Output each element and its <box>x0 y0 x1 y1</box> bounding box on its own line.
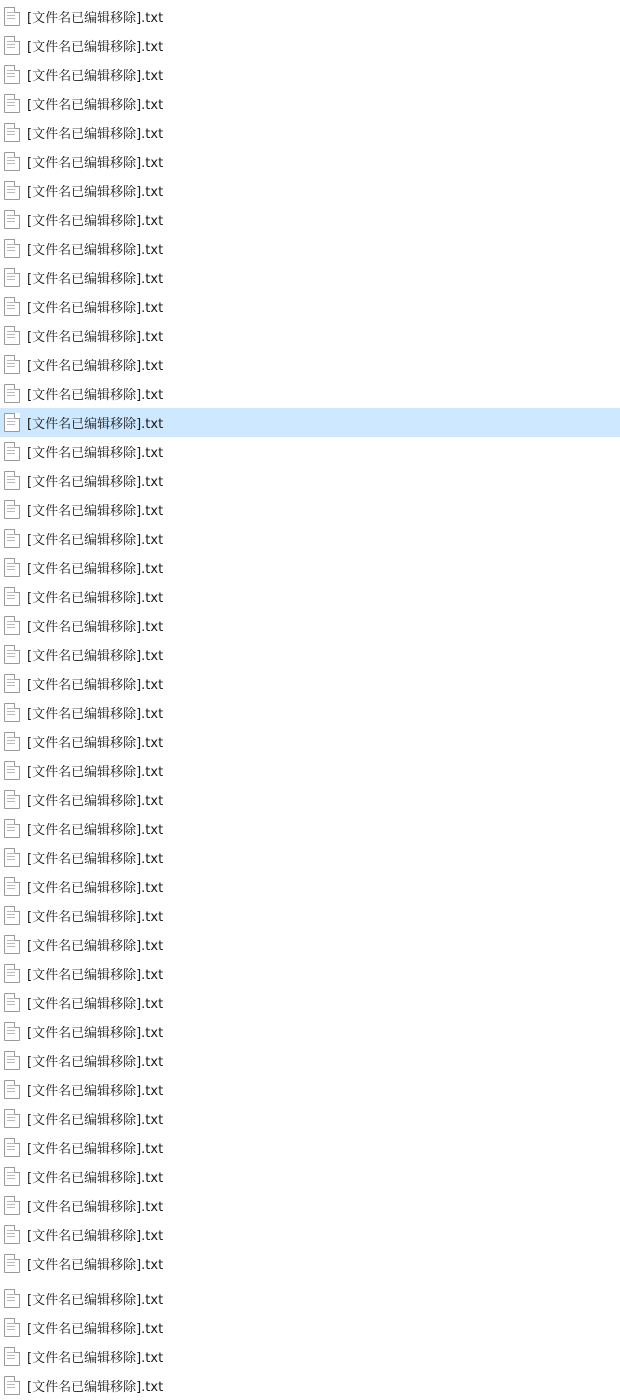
document-icon <box>4 732 20 751</box>
document-icon <box>4 239 20 258</box>
file-row[interactable] <box>0 379 620 408</box>
document-icon <box>4 94 20 113</box>
document-icon <box>4 558 20 577</box>
file-name-label: [文件名已编辑移除].txt <box>27 823 164 838</box>
document-icon <box>4 906 20 925</box>
file-row[interactable] <box>0 1017 620 1046</box>
file-name-label: [文件名已编辑移除].txt <box>27 968 164 983</box>
document-icon <box>4 297 20 316</box>
file-name-label: [文件名已编辑移除].txt <box>27 939 164 954</box>
document-icon <box>4 326 20 345</box>
document-icon <box>4 819 20 838</box>
file-row[interactable] <box>0 988 620 1017</box>
file-row[interactable] <box>0 1342 620 1371</box>
document-icon <box>4 1347 20 1366</box>
document-icon <box>4 384 20 403</box>
file-row[interactable] <box>0 1046 620 1075</box>
file-row[interactable] <box>0 727 620 756</box>
file-row[interactable] <box>0 118 620 147</box>
document-icon <box>4 413 20 432</box>
file-name-label: [文件名已编辑移除].txt <box>27 533 164 548</box>
file-name-label: [文件名已编辑移除].txt <box>27 11 164 26</box>
document-icon <box>4 645 20 664</box>
document-icon <box>4 65 20 84</box>
file-row[interactable] <box>0 901 620 930</box>
document-icon <box>4 36 20 55</box>
file-name-label: [文件名已编辑移除].txt <box>27 620 164 635</box>
document-icon <box>4 935 20 954</box>
file-name-label: [文件名已编辑移除].txt <box>27 1171 164 1186</box>
file-row[interactable] <box>0 1104 620 1133</box>
file-name-label: [文件名已编辑移除].txt <box>27 649 164 664</box>
document-icon <box>4 210 20 229</box>
file-name-label: [文件名已编辑移除].txt <box>27 1142 164 1157</box>
document-icon <box>4 674 20 693</box>
file-row[interactable] <box>0 1220 620 1249</box>
document-icon <box>4 993 20 1012</box>
file-name-label: [文件名已编辑移除].txt <box>27 591 164 606</box>
file-name-label: [文件名已编辑移除].txt <box>27 794 164 809</box>
file-row[interactable] <box>0 1371 620 1400</box>
file-name-label: [文件名已编辑移除].txt <box>27 1026 164 1041</box>
file-row[interactable] <box>0 843 620 872</box>
document-icon <box>4 964 20 983</box>
file-name-label: [文件名已编辑移除].txt <box>27 475 164 490</box>
document-icon <box>4 1080 20 1099</box>
document-icon <box>4 761 20 780</box>
file-row[interactable] <box>0 1313 620 1342</box>
document-icon <box>4 123 20 142</box>
document-icon <box>4 442 20 461</box>
file-name-label: [文件名已编辑移除].txt <box>27 1113 164 1128</box>
document-icon <box>4 355 20 374</box>
file-name-label: [文件名已编辑移除].txt <box>27 301 164 316</box>
file-row[interactable] <box>0 60 620 89</box>
file-row[interactable] <box>0 959 620 988</box>
file-name-label: [文件名已编辑移除].txt <box>27 910 164 925</box>
file-name-label: [文件名已编辑移除].txt <box>27 765 164 780</box>
document-icon <box>4 587 20 606</box>
file-name-label: [文件名已编辑移除].txt <box>27 1200 164 1215</box>
file-name-label: [文件名已编辑移除].txt <box>27 272 164 287</box>
document-icon <box>4 1254 20 1273</box>
file-name-label: [文件名已编辑移除].txt <box>27 156 164 171</box>
file-name-label: [文件名已编辑移除].txt <box>27 504 164 519</box>
file-row[interactable] <box>0 524 620 553</box>
document-icon <box>4 616 20 635</box>
file-name-label: [文件名已编辑移除].txt <box>27 1293 164 1308</box>
document-icon <box>4 1376 20 1395</box>
file-row[interactable] <box>0 814 620 843</box>
file-row[interactable] <box>0 466 620 495</box>
file-name-label: [文件名已编辑移除].txt <box>27 417 164 432</box>
document-icon <box>4 1109 20 1128</box>
document-icon <box>4 1051 20 1070</box>
document-icon <box>4 1196 20 1215</box>
file-row[interactable] <box>0 495 620 524</box>
file-name-label: [文件名已编辑移除].txt <box>27 1322 164 1337</box>
file-row[interactable] <box>0 1075 620 1104</box>
file-row[interactable] <box>0 2 620 31</box>
document-icon <box>4 268 20 287</box>
file-name-label: [文件名已编辑移除].txt <box>27 446 164 461</box>
file-row[interactable] <box>0 263 620 292</box>
file-name-label: [文件名已编辑移除].txt <box>27 1084 164 1099</box>
file-row[interactable] <box>0 1191 620 1220</box>
file-name-label: [文件名已编辑移除].txt <box>27 1229 164 1244</box>
file-row[interactable] <box>0 640 620 669</box>
document-icon <box>4 703 20 722</box>
file-name-label: [文件名已编辑移除].txt <box>27 852 164 867</box>
file-name-label: [文件名已编辑移除].txt <box>27 1380 164 1395</box>
file-row[interactable] <box>0 1162 620 1191</box>
file-name-label: [文件名已编辑移除].txt <box>27 69 164 84</box>
file-name-label: [文件名已编辑移除].txt <box>27 1258 164 1273</box>
document-icon <box>4 1022 20 1041</box>
file-name-label: [文件名已编辑移除].txt <box>27 881 164 896</box>
file-row[interactable] <box>0 669 620 698</box>
document-icon <box>4 1167 20 1186</box>
file-row[interactable] <box>0 89 620 118</box>
document-icon <box>4 790 20 809</box>
document-icon <box>4 529 20 548</box>
document-icon <box>4 1318 20 1337</box>
file-name-label: [文件名已编辑移除].txt <box>27 997 164 1012</box>
file-row[interactable] <box>0 1284 620 1313</box>
file-row[interactable] <box>0 1133 620 1162</box>
file-row[interactable] <box>0 756 620 785</box>
file-name-label: [文件名已编辑移除].txt <box>27 40 164 55</box>
file-row[interactable] <box>0 785 620 814</box>
file-name-label: [文件名已编辑移除].txt <box>27 562 164 577</box>
file-name-label: [文件名已编辑移除].txt <box>27 185 164 200</box>
document-icon <box>4 1138 20 1157</box>
file-name-label: [文件名已编辑移除].txt <box>27 127 164 142</box>
document-icon <box>4 152 20 171</box>
file-name-label: [文件名已编辑移除].txt <box>27 359 164 374</box>
file-name-label: [文件名已编辑移除].txt <box>27 214 164 229</box>
file-row[interactable] <box>0 408 620 437</box>
file-row[interactable] <box>0 930 620 959</box>
file-row[interactable] <box>0 611 620 640</box>
file-row[interactable] <box>0 437 620 466</box>
document-icon <box>4 7 20 26</box>
document-icon <box>4 500 20 519</box>
document-icon <box>4 877 20 896</box>
file-name-label: [文件名已编辑移除].txt <box>27 707 164 722</box>
file-row[interactable] <box>0 553 620 582</box>
file-row[interactable] <box>0 147 620 176</box>
file-row[interactable] <box>0 350 620 379</box>
file-name-label: [文件名已编辑移除].txt <box>27 1351 164 1366</box>
file-name-label: [文件名已编辑移除].txt <box>27 330 164 345</box>
file-row[interactable] <box>0 31 620 60</box>
file-name-label: [文件名已编辑移除].txt <box>27 736 164 751</box>
file-name-label: [文件名已编辑移除].txt <box>27 1055 164 1070</box>
file-name-label: [文件名已编辑移除].txt <box>27 678 164 693</box>
file-row[interactable] <box>0 292 620 321</box>
file-name-label: [文件名已编辑移除].txt <box>27 98 164 113</box>
file-row[interactable] <box>0 582 620 611</box>
file-row[interactable] <box>0 1249 620 1278</box>
file-name-label: [文件名已编辑移除].txt <box>27 388 164 403</box>
file-row[interactable] <box>0 872 620 901</box>
document-icon <box>4 181 20 200</box>
file-row[interactable] <box>0 205 620 234</box>
document-icon <box>4 1289 20 1308</box>
file-row[interactable] <box>0 321 620 350</box>
document-icon <box>4 848 20 867</box>
file-row[interactable] <box>0 234 620 263</box>
document-icon <box>4 471 20 490</box>
file-name-label: [文件名已编辑移除].txt <box>27 243 164 258</box>
document-icon <box>4 1225 20 1244</box>
file-row[interactable] <box>0 176 620 205</box>
file-row[interactable] <box>0 698 620 727</box>
